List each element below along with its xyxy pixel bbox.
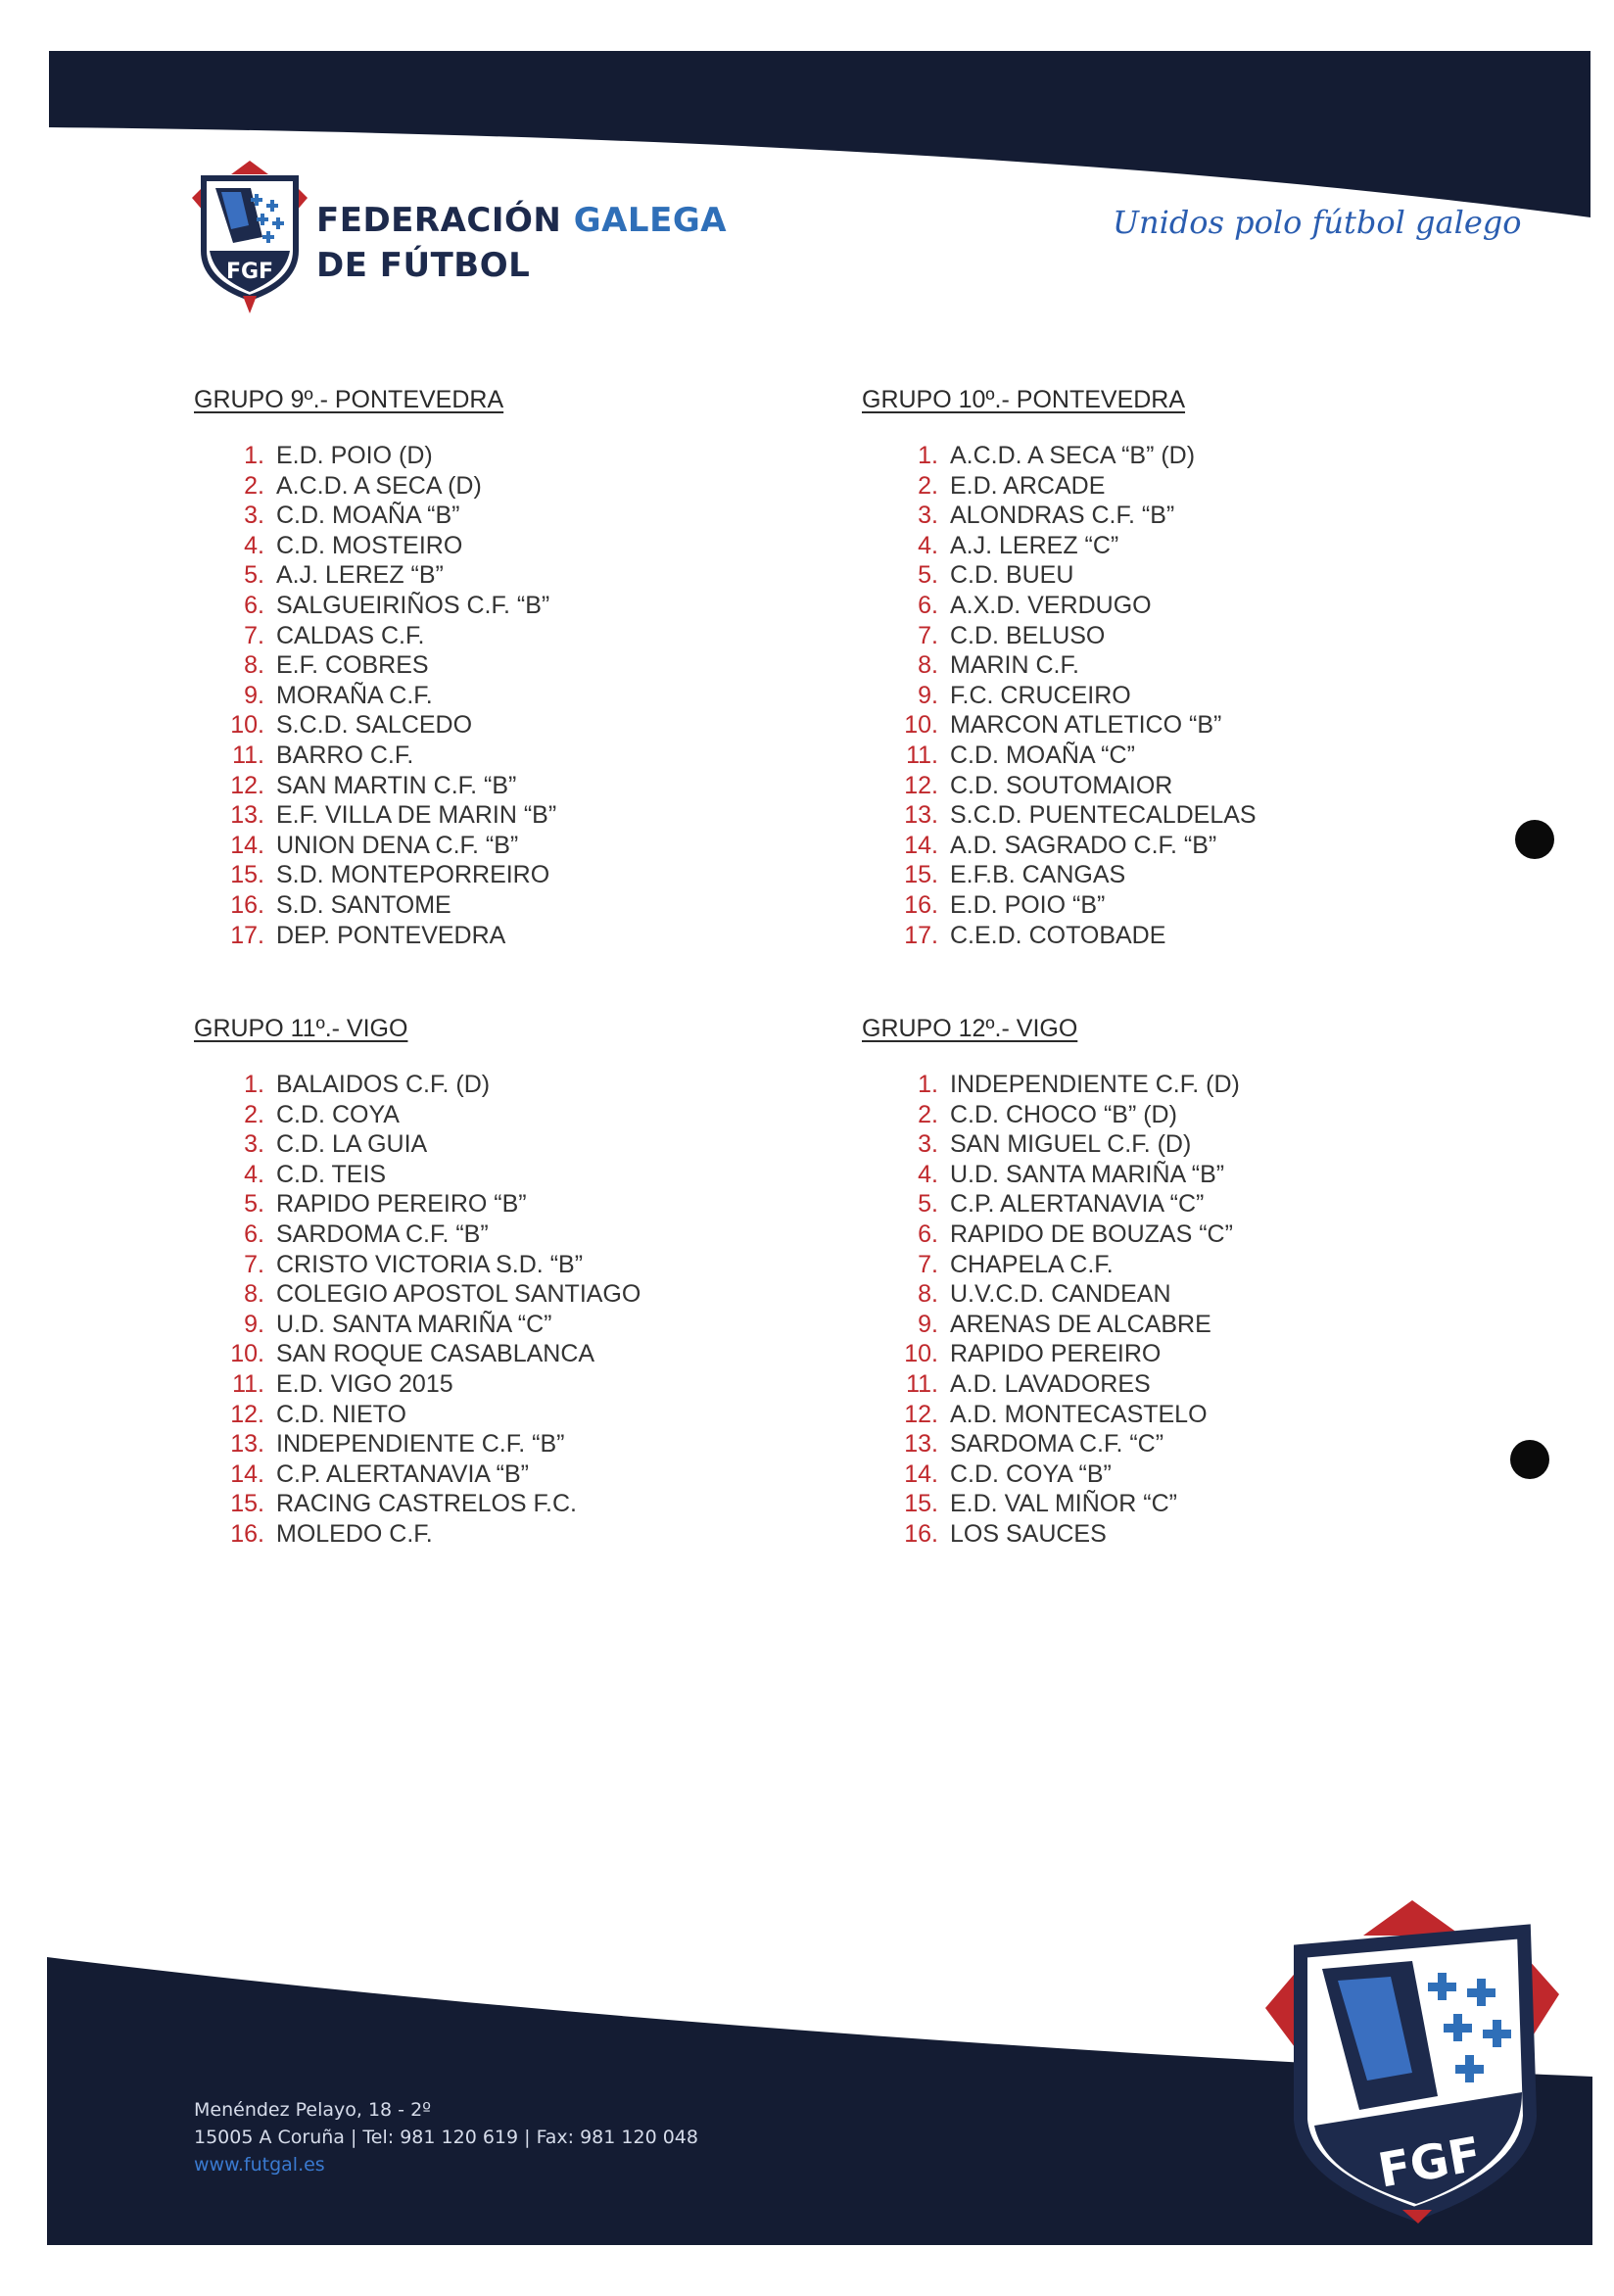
team-number: 12. [904,771,938,799]
team-number: 11. [232,1369,264,1398]
team-name: LOS SAUCES [950,1519,1107,1548]
team-name: SALGUEIRIÑOS C.F. “B” [276,591,550,619]
team-name: A.D. SAGRADO C.F. “B” [950,831,1217,859]
team-name: SAN MIGUEL C.F. (D) [950,1130,1192,1159]
list-item [862,1220,1410,1250]
team-number: 16. [904,890,938,919]
team-number: 9. [244,681,264,709]
team-name: C.D. COYA “B” [950,1459,1112,1488]
list-item [194,1070,742,1100]
list-item [862,1189,1410,1220]
list-item [862,860,1410,890]
team-name: F.C. CRUCEIRO [950,681,1131,709]
team-name: C.D. BELUSO [950,621,1106,649]
team-number: 7. [244,1250,264,1278]
team-number: 2. [244,471,264,500]
team-number: 16. [230,1519,264,1548]
team-name: SARDOMA C.F. “B” [276,1220,489,1248]
list-item [194,1310,742,1340]
large-logo-text: FGF [1374,2127,1486,2199]
team-name: E.F.B. CANGAS [950,861,1126,889]
team-name: C.P. ALERTANAVIA “B” [276,1459,529,1488]
team-number: 4. [244,1160,264,1188]
list-item [862,771,1410,801]
group-10 [862,380,1410,950]
footer-contact [194,2096,698,2178]
team-name: INDEPENDIENTE C.F. (D) [950,1071,1240,1098]
list-item [862,681,1410,711]
team-name: A.C.D. A SECA “B” (D) [950,442,1196,469]
list-item [862,890,1410,921]
list-item [194,621,742,651]
list-item [194,531,742,561]
team-name: UNION DENA C.F. “B” [276,831,519,859]
team-number: 4. [244,531,264,559]
team-name: BARRO C.F. [276,741,414,769]
team-number: 6. [918,1220,938,1248]
team-name: C.D. CHOCO “B” (D) [950,1100,1177,1128]
org-name-line1a: FEDERACIÓN [316,201,562,240]
team-name: U.D. SANTA MARIÑA “C” [276,1310,552,1338]
team-number: 14. [230,831,264,859]
list-item [862,560,1410,591]
team-number: 14. [904,1459,938,1488]
team-name: E.D. POIO “B” [950,890,1106,919]
team-number: 2. [244,1100,264,1128]
team-number: 16. [230,890,264,919]
list-item [862,1070,1410,1100]
list-item [862,1429,1410,1459]
list-item [194,1250,742,1280]
team-name: SARDOMA C.F. “C” [950,1430,1164,1459]
team-number: 12. [230,1400,264,1428]
team-number: 16. [904,1519,938,1548]
team-name: C.D. MOSTEIRO [276,531,463,559]
list-item [194,471,742,502]
list-item [862,921,1410,951]
list-item [862,650,1410,681]
team-list [194,441,742,950]
team-number: 8. [244,1280,264,1309]
team-name: U.V.C.D. CANDEAN [950,1280,1171,1309]
team-name: S.D. MONTEPORREIRO [276,861,550,889]
list-item [862,800,1410,831]
team-number: 11. [232,741,264,769]
team-name: RAPIDO DE BOUZAS “C” [950,1220,1233,1248]
list-item [194,1400,742,1430]
team-name: E.D. ARCADE [950,471,1106,500]
team-name: A.X.D. VERDUGO [950,591,1152,619]
list-item [194,1279,742,1310]
footer-address: Menéndez Pelayo, 18 - 2º [194,2099,432,2121]
list-item [862,1400,1410,1430]
list-item [194,1519,742,1550]
list-item [194,710,742,741]
list-item [194,591,742,621]
list-item [862,471,1410,502]
team-name: ALONDRAS C.F. “B” [950,502,1175,530]
slogan: Unidos polo fútbol galego [1113,204,1522,241]
team-number: 7. [918,1250,938,1278]
list-item [194,831,742,861]
team-list [862,441,1410,950]
list-item [862,1459,1410,1490]
footer-website-link[interactable]: www.futgal.es [194,2154,325,2176]
team-number: 6. [918,591,938,619]
team-number: 9. [918,1310,938,1338]
list-item [194,650,742,681]
team-number: 7. [244,621,264,649]
list-item [862,621,1410,651]
team-name: MORAÑA C.F. [276,681,433,709]
team-number: 15. [230,861,264,889]
org-name-line2: DE FÚTBOL [316,246,531,285]
team-name: E.D. VAL MIÑOR “C” [950,1490,1177,1518]
list-item [862,1339,1410,1369]
team-number: 10. [904,1340,938,1368]
punch-hole [1510,1440,1549,1479]
team-name: MOLEDO C.F. [276,1519,433,1548]
team-number: 5. [918,1190,938,1219]
team-number: 10. [230,1340,264,1368]
list-item [862,1279,1410,1310]
team-number: 5. [244,1190,264,1219]
fgf-logo-icon [192,161,308,313]
group-9 [194,380,742,950]
team-number: 1. [918,442,938,469]
team-number: 13. [904,1430,938,1459]
team-name: CRISTO VICTORIA S.D. “B” [276,1250,584,1278]
team-name: MARCON ATLETICO “B” [950,711,1222,740]
list-item [862,1100,1410,1130]
team-list [862,1070,1410,1550]
team-name: C.D. LA GUIA [276,1130,428,1159]
group-12 [862,1009,1410,1550]
list-item [862,1310,1410,1340]
team-name: C.D. NIETO [276,1400,406,1428]
team-number: 15. [904,861,938,889]
team-name: A.J. LEREZ “C” [950,531,1119,559]
list-item [862,591,1410,621]
team-number: 8. [244,651,264,680]
team-number: 8. [918,651,938,680]
list-item [862,1489,1410,1519]
org-name [316,198,727,288]
team-number: 5. [918,561,938,590]
group-11 [194,1009,742,1550]
list-item [194,1129,742,1160]
team-number: 14. [230,1459,264,1488]
team-name: A.D. MONTECASTELO [950,1400,1208,1428]
team-name: SAN MARTIN C.F. “B” [276,771,517,799]
team-number: 8. [918,1280,938,1309]
team-number: 1. [244,442,264,469]
list-item [194,800,742,831]
team-number: 10. [230,711,264,740]
team-name: S.D. SANTOME [276,890,451,919]
list-item [862,710,1410,741]
team-number: 5. [244,561,264,590]
list-item [194,921,742,951]
team-name: INDEPENDIENTE C.F. “B” [276,1430,565,1459]
team-name: C.D. TEIS [276,1160,387,1188]
team-number: 2. [918,471,938,500]
list-item [194,1369,742,1400]
team-name: CHAPELA C.F. [950,1250,1114,1278]
list-item [194,1429,742,1459]
group-title: GRUPO 12º.- VIGO [862,1015,1078,1042]
list-item [194,560,742,591]
team-number: 13. [230,1430,264,1459]
group-title: GRUPO 9º.- PONTEVEDRA [194,386,504,413]
team-number: 15. [904,1490,938,1518]
team-number: 6. [244,1220,264,1248]
list-item [862,831,1410,861]
team-number: 4. [918,1160,938,1188]
list-item [194,741,742,771]
team-number: 1. [244,1071,264,1098]
team-name: C.E.D. COTOBADE [950,921,1166,949]
list-item [194,501,742,531]
team-number: 14. [904,831,938,859]
team-name: E.D. POIO (D) [276,442,433,469]
team-name: COLEGIO APOSTOL SANTIAGO [276,1280,641,1309]
list-item [194,890,742,921]
team-name: E.D. VIGO 2015 [276,1369,453,1398]
team-name: E.F. COBRES [276,651,429,680]
team-number: 6. [244,591,264,619]
team-number: 3. [244,502,264,530]
list-item [862,441,1410,471]
list-item [862,1160,1410,1190]
list-item [862,501,1410,531]
list-item [862,1250,1410,1280]
team-number: 11. [906,1369,938,1398]
team-name: C.D. MOAÑA “C” [950,741,1135,769]
list-item [194,1459,742,1490]
punch-hole [1515,820,1554,859]
team-name: SAN ROQUE CASABLANCA [276,1340,595,1368]
team-name: A.J. LEREZ “B” [276,561,444,590]
group-title: GRUPO 11º.- VIGO [194,1015,408,1042]
team-name: S.C.D. PUENTECALDELAS [950,801,1257,830]
team-number: 7. [918,621,938,649]
team-name: RAPIDO PEREIRO [950,1340,1162,1368]
team-number: 2. [918,1100,938,1128]
team-name: C.D. COYA [276,1100,400,1128]
team-name: BALAIDOS C.F. (D) [276,1071,491,1098]
list-item [194,1160,742,1190]
team-name: E.F. VILLA DE MARIN “B” [276,801,557,830]
team-name: RAPIDO PEREIRO “B” [276,1190,527,1219]
team-name: ARENAS DE ALCABRE [950,1310,1211,1338]
list-item [862,1369,1410,1400]
list-item [862,741,1410,771]
team-name: A.C.D. A SECA (D) [276,471,482,500]
team-number: 13. [904,801,938,830]
list-item [194,771,742,801]
team-name: C.D. BUEU [950,561,1074,590]
list-item [194,1220,742,1250]
list-item [194,1489,742,1519]
team-number: 17. [904,921,938,949]
list-item [194,1100,742,1130]
team-name: C.P. ALERTANAVIA “C” [950,1190,1205,1219]
list-item [194,1189,742,1220]
team-number: 3. [918,502,938,530]
list-item [194,441,742,471]
team-number: 15. [230,1490,264,1518]
team-number: 4. [918,531,938,559]
team-name: A.D. LAVADORES [950,1369,1151,1398]
team-name: MARIN C.F. [950,651,1079,680]
org-name-line1b: GALEGA [573,201,728,240]
team-name: C.D. SOUTOMAIOR [950,771,1173,799]
team-name: RACING CASTRELOS F.C. [276,1490,577,1518]
team-number: 9. [918,681,938,709]
team-number: 3. [244,1130,264,1159]
team-number: 9. [244,1310,264,1338]
team-number: 12. [904,1400,938,1428]
team-list [194,1070,742,1550]
team-number: 10. [904,711,938,740]
fgf-large-logo-icon [1265,1900,1559,2224]
footer-phone-fax: 15005 A Coruña | Tel: 981 120 619 | Fax: 981 120 048 [194,2127,698,2148]
team-name: C.D. MOAÑA “B” [276,502,460,530]
list-item [194,681,742,711]
team-name: CALDAS C.F. [276,621,425,649]
team-name: DEP. PONTEVEDRA [276,921,506,949]
team-number: 1. [918,1071,938,1098]
list-item [862,1519,1410,1550]
team-number: 11. [906,741,938,769]
list-item [862,531,1410,561]
team-name: S.C.D. SALCEDO [276,711,473,740]
group-title: GRUPO 10º.- PONTEVEDRA [862,386,1186,413]
list-item [194,1339,742,1369]
list-item [194,860,742,890]
team-name: U.D. SANTA MARIÑA “B” [950,1160,1225,1188]
team-number: 3. [918,1130,938,1159]
team-number: 17. [230,921,264,949]
logo-text: FGF [225,260,274,284]
team-number: 13. [230,801,264,830]
list-item [862,1129,1410,1160]
team-number: 12. [230,771,264,799]
